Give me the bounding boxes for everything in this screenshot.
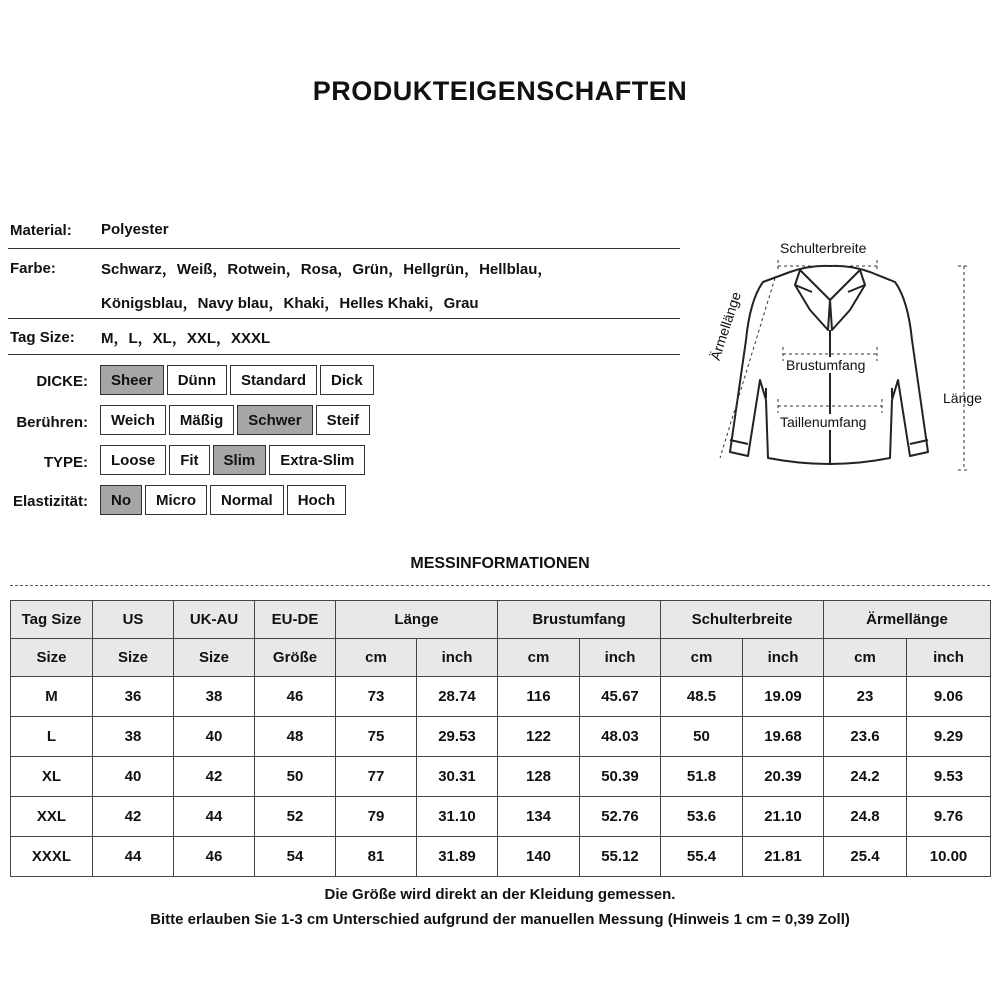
table-cell: 116 — [498, 677, 580, 717]
table-cell: 77 — [336, 757, 417, 797]
divider — [8, 354, 680, 355]
table-cell: 122 — [498, 717, 580, 757]
option-steif: Steif — [316, 405, 371, 435]
tag-size-label: Tag Size: — [10, 329, 75, 346]
table-cell: 52.76 — [580, 797, 661, 837]
lange-label: Länge — [943, 390, 982, 406]
header-cell: EU-DE — [255, 601, 336, 639]
table-cell: 21.10 — [743, 797, 824, 837]
table-cell: L — [11, 717, 93, 757]
option-no: No — [100, 485, 142, 515]
table-cell: 23 — [824, 677, 907, 717]
divider — [8, 318, 680, 319]
option-loose: Loose — [100, 445, 166, 475]
table-cell: 20.39 — [743, 757, 824, 797]
table-cell: 140 — [498, 837, 580, 877]
table-cell: 48 — [255, 717, 336, 757]
option-fit: Fit — [169, 445, 209, 475]
table-cell: 48.03 — [580, 717, 661, 757]
farbe-value-line1: Schwarz，Weiß，Rotwein，Rosa，Grün，Hellgrün，Hellblau， — [101, 261, 553, 278]
header-cell: Tag Size — [11, 601, 93, 639]
table-cell: 44 — [93, 837, 174, 877]
table-cell: 44 — [174, 797, 255, 837]
table-cell: 81 — [336, 837, 417, 877]
option-maessig: Mäßig — [169, 405, 234, 435]
table-cell: 50 — [255, 757, 336, 797]
table-cell: 53.6 — [661, 797, 743, 837]
header-cell: Länge — [336, 601, 498, 639]
table-cell: 25.4 — [824, 837, 907, 877]
page-title: PRODUKTEIGENSCHAFTEN — [312, 76, 688, 106]
tag-size-value: M，L，XL，XXL，XXXL — [101, 330, 271, 347]
armellange-label: Ärmellänge — [706, 289, 744, 363]
table-cell: XL — [11, 757, 93, 797]
table-cell: 23.6 — [824, 717, 907, 757]
type-label: TYPE: — [43, 454, 88, 471]
option-sheer: Sheer — [100, 365, 164, 395]
header-cell: Schulterbreite — [661, 601, 824, 639]
table-cell: 51.8 — [661, 757, 743, 797]
option-dick: Dick — [320, 365, 374, 395]
section-title: MESSINFORMATIONEN — [410, 555, 590, 572]
subheader-cell: cm — [661, 639, 743, 677]
subheader-cell: cm — [336, 639, 417, 677]
subheader-cell: inch — [417, 639, 498, 677]
taillenumfang-label: Taillenumfang — [780, 414, 867, 430]
table-cell: 48.5 — [661, 677, 743, 717]
option-schwer: Schwer — [237, 405, 312, 435]
table-cell: XXXL — [11, 837, 93, 877]
table-row — [11, 797, 991, 837]
type-options — [100, 445, 365, 475]
table-cell: 55.4 — [661, 837, 743, 877]
dicke-options — [100, 365, 374, 395]
farbe-value-line2: Königsblau，Navy blau，Khaki，Helles Khaki，Grau — [101, 295, 479, 312]
option-standard: Standard — [230, 365, 317, 395]
table-subheader-row — [11, 639, 991, 677]
table-cell: 19.68 — [743, 717, 824, 757]
table-cell: 128 — [498, 757, 580, 797]
table-row — [11, 717, 991, 757]
table-cell: 24.8 — [824, 797, 907, 837]
table-cell: 38 — [93, 717, 174, 757]
table-cell: 29.53 — [417, 717, 498, 757]
option-micro: Micro — [145, 485, 207, 515]
table-cell: 19.09 — [743, 677, 824, 717]
table-cell: 55.12 — [580, 837, 661, 877]
schulterbreite-label: Schulterbreite — [780, 240, 867, 256]
table-cell: 38 — [174, 677, 255, 717]
option-hoch: Hoch — [287, 485, 347, 515]
table-cell: 46 — [255, 677, 336, 717]
subheader-cell: inch — [580, 639, 661, 677]
jacket-diagram — [700, 230, 1000, 490]
header-cell: Ärmellänge — [824, 601, 991, 639]
table-cell: 21.81 — [743, 837, 824, 877]
table-cell: 10.00 — [907, 837, 991, 877]
material-value: Polyester — [101, 221, 169, 238]
table-header-row — [11, 601, 991, 639]
size-table — [10, 600, 991, 877]
header-cell: UK-AU — [174, 601, 255, 639]
table-cell: 79 — [336, 797, 417, 837]
subheader-cell: Size — [174, 639, 255, 677]
dashed-divider — [10, 585, 990, 586]
table-row — [11, 757, 991, 797]
table-cell: 46 — [174, 837, 255, 877]
table-cell: 50.39 — [580, 757, 661, 797]
subheader-cell: inch — [907, 639, 991, 677]
header-cell: Brustumfang — [498, 601, 661, 639]
subheader-cell: cm — [498, 639, 580, 677]
table-cell: M — [11, 677, 93, 717]
option-duenn: Dünn — [167, 365, 227, 395]
table-cell: 31.89 — [417, 837, 498, 877]
table-cell: 134 — [498, 797, 580, 837]
option-normal: Normal — [210, 485, 284, 515]
note-line-1: Die Größe wird direkt an der Kleidung gemessen. — [324, 886, 676, 903]
option-slim: Slim — [213, 445, 267, 475]
material-label: Material: — [10, 222, 72, 239]
beruehren-label: Berühren: — [16, 414, 88, 431]
table-cell: 9.29 — [907, 717, 991, 757]
table-cell: 40 — [93, 757, 174, 797]
table-cell: 31.10 — [417, 797, 498, 837]
elastizitaet-label: Elastizität: — [12, 493, 88, 510]
table-cell: 42 — [174, 757, 255, 797]
table-cell: 73 — [336, 677, 417, 717]
subheader-cell: Größe — [255, 639, 336, 677]
table-cell: 9.53 — [907, 757, 991, 797]
table-cell: 30.31 — [417, 757, 498, 797]
table-cell: XXL — [11, 797, 93, 837]
table-cell: 36 — [93, 677, 174, 717]
table-cell: 9.06 — [907, 677, 991, 717]
table-cell: 42 — [93, 797, 174, 837]
subheader-cell: cm — [824, 639, 907, 677]
table-cell: 9.76 — [907, 797, 991, 837]
option-extra-slim: Extra-Slim — [269, 445, 365, 475]
dicke-label: DICKE: — [36, 373, 88, 390]
table-cell: 52 — [255, 797, 336, 837]
table-cell: 54 — [255, 837, 336, 877]
option-weich: Weich — [100, 405, 166, 435]
subheader-cell: inch — [743, 639, 824, 677]
table-row — [11, 677, 991, 717]
table-cell: 40 — [174, 717, 255, 757]
table-cell: 24.2 — [824, 757, 907, 797]
elastizitaet-options — [100, 485, 346, 515]
brustumfang-label: Brustumfang — [786, 357, 866, 373]
table-cell: 50 — [661, 717, 743, 757]
table-cell: 45.67 — [580, 677, 661, 717]
table-row — [11, 837, 991, 877]
table-cell: 28.74 — [417, 677, 498, 717]
beruehren-options — [100, 405, 370, 435]
subheader-cell: Size — [93, 639, 174, 677]
farbe-label: Farbe: — [10, 260, 56, 277]
table-cell: 75 — [336, 717, 417, 757]
subheader-cell: Size — [11, 639, 93, 677]
header-cell: US — [93, 601, 174, 639]
divider — [8, 248, 680, 249]
note-line-2: Bitte erlauben Sie 1-3 cm Unterschied aufgrund der manuellen Messung (Hinweis 1 cm = 0,39 Zoll) — [150, 911, 850, 928]
